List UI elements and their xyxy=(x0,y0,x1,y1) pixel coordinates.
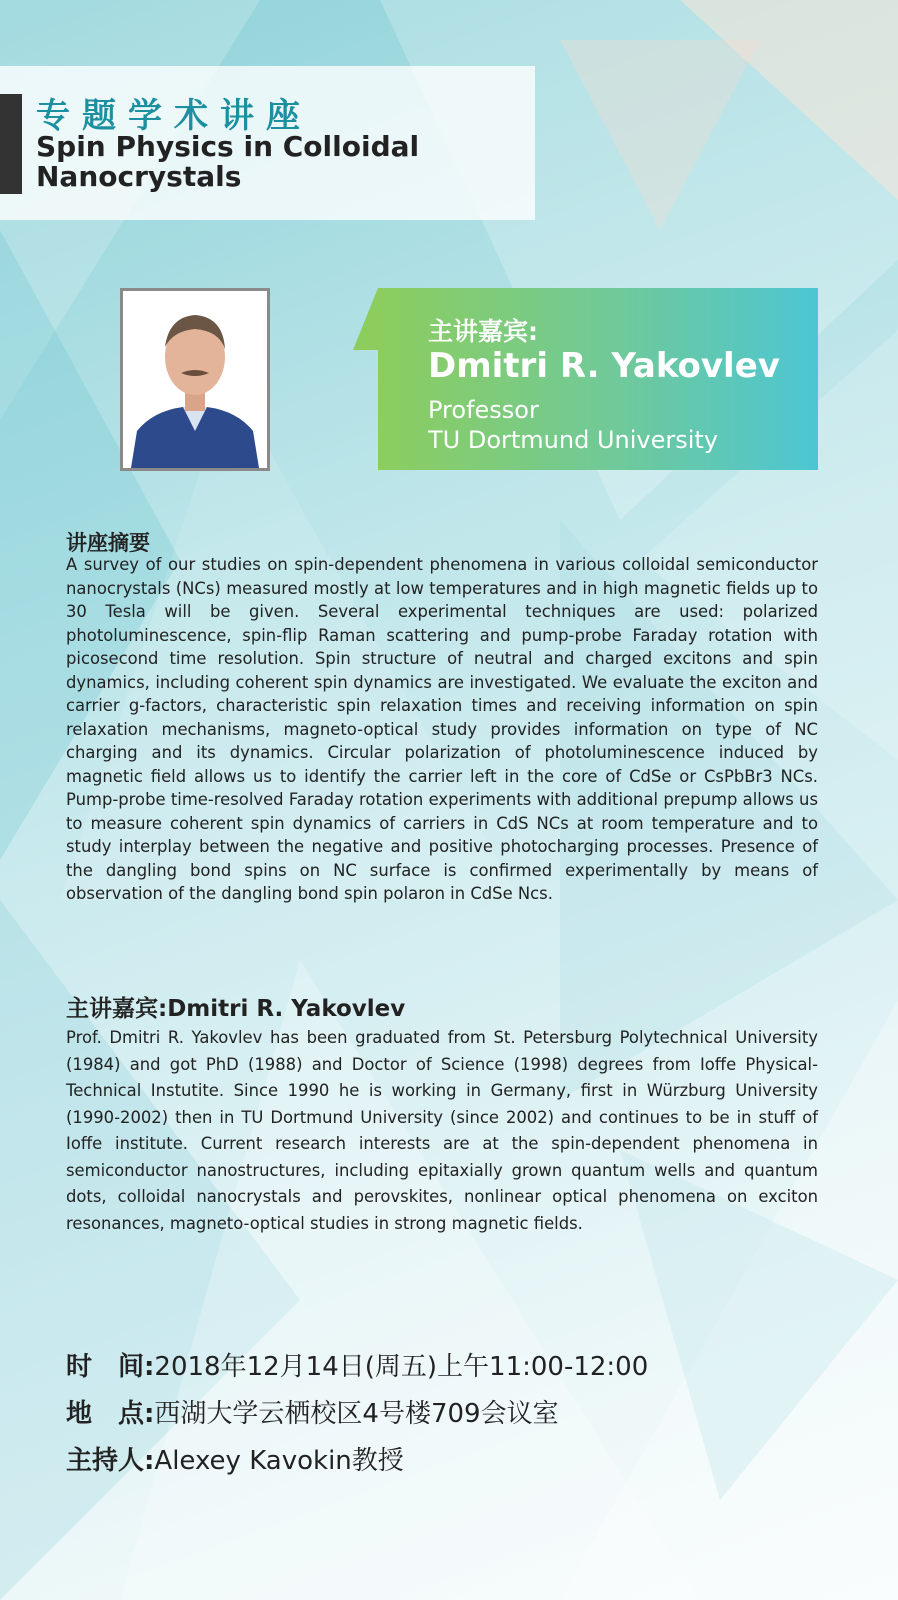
speaker-label: 主讲嘉宾: xyxy=(428,317,538,346)
event-place-value: 西湖大学云栖校区4号楼709会议室 xyxy=(154,1399,559,1429)
event-time xyxy=(66,1346,648,1383)
speaker-card xyxy=(378,288,818,470)
bio-heading: 主讲嘉宾:Dmitri R. Yakovlev xyxy=(66,996,406,1022)
abstract-heading: 讲座摘要 xyxy=(66,531,150,555)
page-title-en: Spin Physics in Colloidal Nanocrystals xyxy=(36,130,420,193)
event-place-label: 地 点: xyxy=(66,1399,155,1429)
event-time-value: 2018年12月14日(周五)上午11:00-12:00 xyxy=(154,1352,649,1382)
event-host xyxy=(66,1440,404,1477)
event-host-label: 主持人: xyxy=(66,1446,155,1476)
event-host-value: Alexey Kavokin教授 xyxy=(154,1446,404,1476)
speaker-affiliation: TU Dortmund University xyxy=(428,426,719,454)
event-time-label: 时 间: xyxy=(66,1352,155,1382)
speaker-photo xyxy=(120,288,270,471)
abstract-text: A survey of our studies on spin-dependent phenomena in various colloidal semiconductor nanocrystals (NCs) measured mostly at low temperatures and in high magnetic fields up to 30 Tesla will be given. Several experimental techniques are used: polarized photoluminescence, spin-flip Raman scattering and pump-probe Faraday rotation with picosecond time resolution. Spin structure of neutral and charged excitons and spin dynamics, including coherent spin dynamics are investigated. We evaluate the exciton and carrier g-factors, characteristic spin relaxation times and receiving information on spin relaxation mechanisms, magneto-optical study provides information on type of NC charging and its dynamics. Circular polarization of photoluminescence induced by magnetic field allows us to identify the carrier left in the core of CdSe or CsPbBr3 NCs. Pump-probe time-resolved Faraday rotation experiments with additional prepump allows us to measure coherent spin dynamics of carriers in CdS NCs at room temperature and to study interplay between the negative and positive photocharging processes. Presence of the dangling bond spins on NC surface is confirmed experimentally by means of observation of the dangling bond spin polaron in CdSe Ncs. xyxy=(66,555,818,903)
page-title-cn: 专题学术讲座 xyxy=(36,96,312,136)
bio-text: Prof. Dmitri R. Yakovlev has been graduated from St. Petersburg Polytechnical University (1984) and got PhD (1988) and Doctor of Science (1998) degrees from Ioffe Physical-Technical Instutite. Since 1990 he is working in Germany, first in Würzburg University (1990-2002) then in TU Dortmund University (since 2002) and continues to be in stuff of Ioffe institute. Current research interests are at the spin-dependent phenomena in semiconductor nanostructures, including epitaxially grown quantum wells and quantum dots, colloidal nanocrystals and perovskites, nonlinear optical phenomena on exciton resonances, magneto-optical studies in strong magnetic fields. xyxy=(66,1028,818,1233)
speaker-card-notch xyxy=(353,288,378,350)
title-accent-bar xyxy=(0,94,22,194)
event-place xyxy=(66,1393,559,1430)
speaker-name: Dmitri R. Yakovlev xyxy=(428,346,780,386)
speaker-position: Professor xyxy=(428,396,539,424)
